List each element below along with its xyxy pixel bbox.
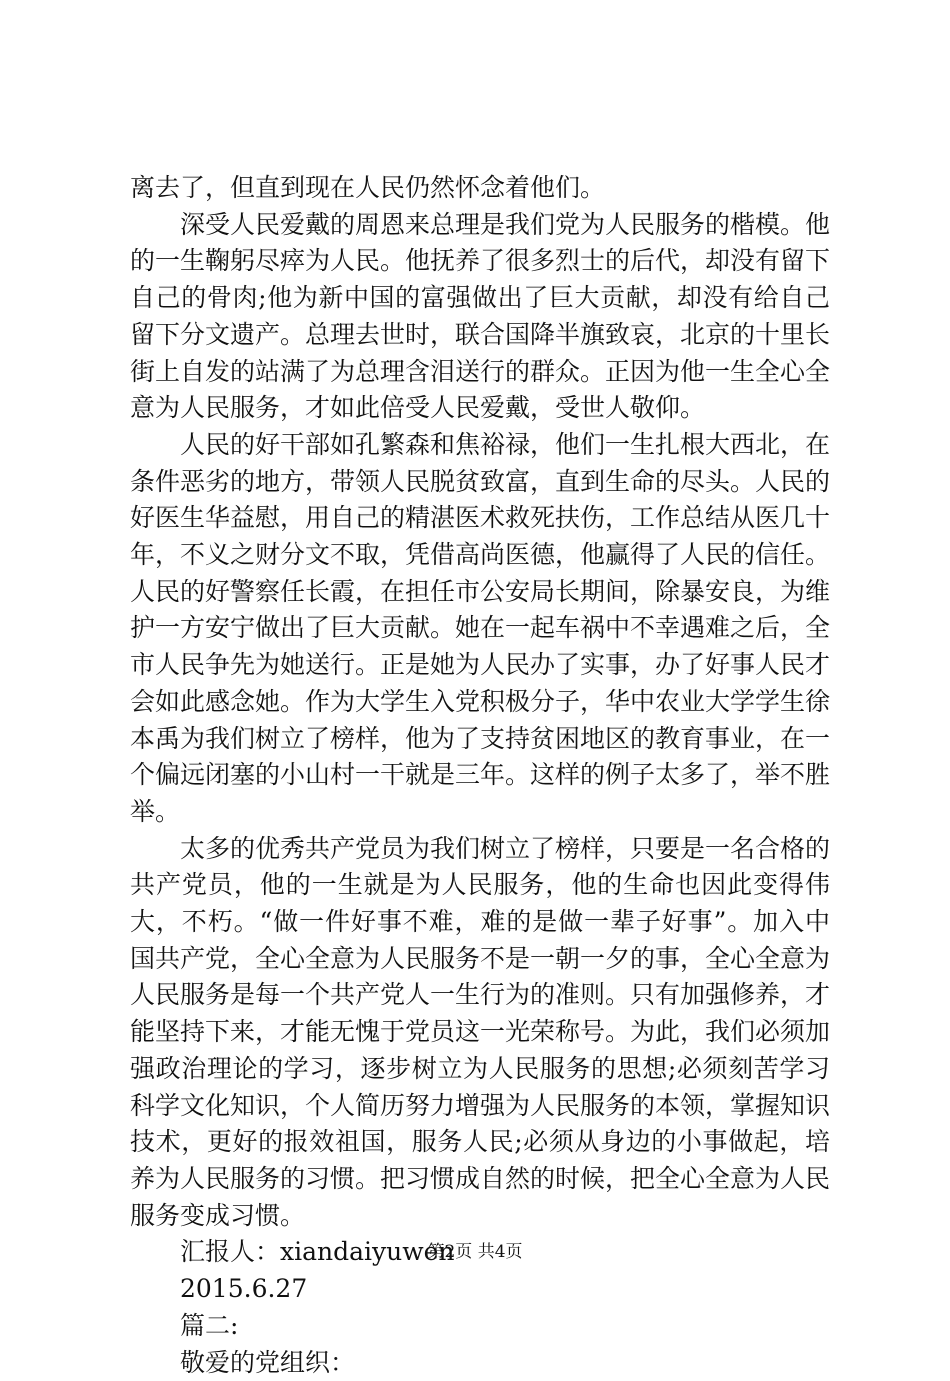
- paragraph-good-cadres: 人民的好干部如孔繁森和焦裕禄，他们一生扎根大西北，在条件恶劣的地方，带领人民脱贫致富，直到生命的尽头。人民的好医生华益慰，用自己的精湛医术救死扶伤，工作总结从医几十年，不义之财分文不取，凭借高尚医德，他赢得了人民的信任。人民的好警察任长霞，在担任市公安局长期间，除暴安良，为维护一方安宁做出了巨大贡献。她在一起车祸中不幸遇难之后，全市人民争先为她送行。正是她为人民办了实事，办了好事人民才会如此感念她。作为大学生入党积极分子，华中农业大学学生徐本禹为我们树立了榜样，他为了支持贫困地区的教育事业，在一个偏远闭塞的小山村一干就是三年。这样的例子太多了，举不胜举。: [130, 427, 830, 831]
- section-heading: 篇二:: [130, 1308, 830, 1345]
- date-line: 2015.6.27: [130, 1271, 830, 1308]
- document-body: [130, 170, 830, 1381]
- paragraph-party-members: 太多的优秀共产党员为我们树立了榜样，只要是一名合格的共产党员，他的一生就是为人民服务，他的生命也因此变得伟大，不朽。“做一件好事不难，难的是做一辈子好事”。加入中国共产党，全心全意为人民服务不是一朝一夕的事，全心全意为人民服务是每一个共产党人一生行为的准则。只有加强修养，才能坚持下来，才能无愧于党员这一光荣称号。为此，我们必须加强政治理论的学习，逐步树立为人民服务的思想;必须刻苦学习科学文化知识，个人简历努力增强为人民服务的本领，掌握知识技术，更好的报效祖国，服务人民;必须从身边的小事做起，培养为人民服务的习惯。把习惯成自然的时候，把全心全意为人民服务变成习惯。: [130, 831, 830, 1235]
- reporter-line: 汇报人：xiandaiyuwen: [130, 1234, 830, 1271]
- page-footer: 第2页 共4页: [0, 1241, 950, 1263]
- paragraph-zhou-enlai: 深受人民爱戴的周恩来总理是我们党为人民服务的楷模。他的一生鞠躬尽瘁为人民。他抚养了很多烈士的后代，却没有留下自己的骨肉;他为新中国的富强做出了巨大贡献，却没有给自己留下分文遗产。总理去世时，联合国降半旗致哀，北京的十里长街上自发的站满了为总理含泪送行的群众。正因为他一生全心全意为人民服务，才如此倍受人民爱戴，受世人敬仰。: [130, 207, 830, 427]
- salutation-line: 敬爱的党组织：: [130, 1345, 830, 1381]
- paragraph-continuation: 离去了，但直到现在人民仍然怀念着他们。: [130, 170, 830, 207]
